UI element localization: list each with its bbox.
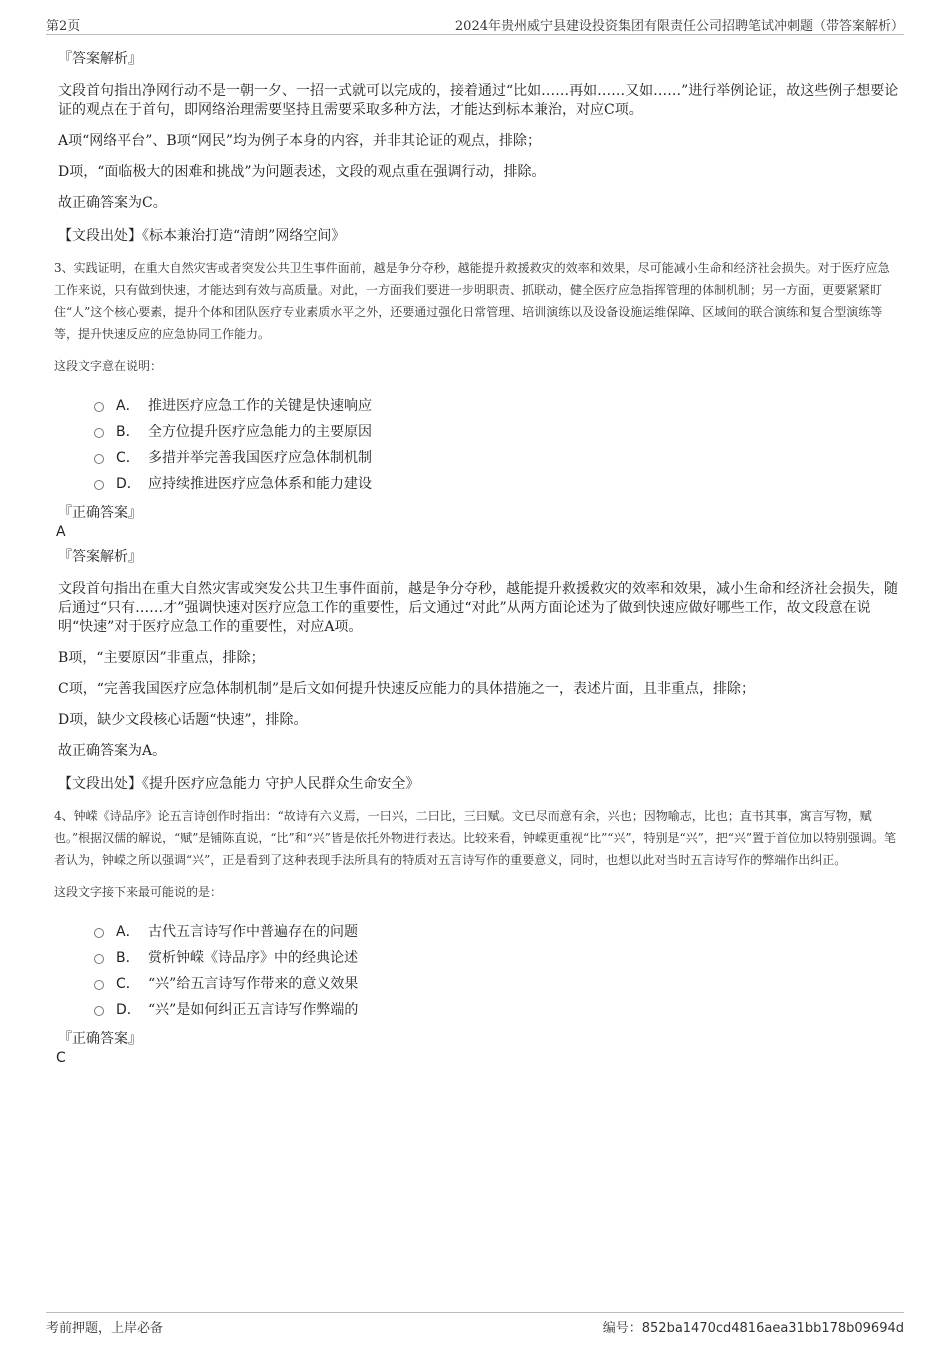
analysis-paragraph: B项，“主要原因”非重点，排除； — [58, 650, 265, 666]
option-letter: C． — [116, 976, 140, 992]
option-c[interactable] — [94, 444, 899, 470]
analysis-paragraph: D项，缺少文段核心话题“快速”，排除。 — [58, 712, 308, 728]
radio-button[interactable] — [94, 954, 104, 964]
passage-source: 【文段出处】《提升医疗应急能力 守护人民群众生命安全》 — [58, 776, 420, 792]
radio-button[interactable] — [94, 402, 104, 412]
option-text: 全方位提升医疗应急能力的主要原因 — [148, 424, 372, 440]
option-b[interactable] — [94, 944, 899, 970]
option-b[interactable] — [94, 418, 899, 444]
analysis-paragraph: C项，“完善我国医疗应急体制机制”是后文如何提升快速反应能力的具体措施之一，表述片面，且非重点，排除； — [58, 681, 756, 697]
option-c[interactable] — [94, 970, 899, 996]
correct-answer: A — [56, 524, 66, 540]
option-text: “兴”给五言诗写作带来的意义效果 — [148, 976, 359, 992]
document-id — [603, 1317, 904, 1336]
option-letter: A． — [116, 398, 140, 414]
question-4-options — [94, 918, 899, 1022]
option-text: “兴”是如何纠正五言诗写作弊端的 — [148, 1002, 359, 1018]
radio-button[interactable] — [94, 1006, 104, 1016]
option-a[interactable] — [94, 392, 899, 418]
correct-answer-label: 『正确答案』 — [58, 1031, 142, 1047]
radio-button[interactable] — [94, 480, 104, 490]
question-4-prompt: 这段文字接下来最可能说的是： — [54, 885, 223, 899]
analysis-paragraph: 文段首句指出净网行动不是一朝一夕、一招一式就可以完成的，接着通过“比如……再如……又如……”进行举例论证，故这些例子想要论证的观点在于首句，即网络治理需要坚持且需要采取多种方法，才能达到标本兼治，对应C项。 — [58, 83, 899, 118]
option-letter: B． — [116, 424, 140, 440]
document-id-code: 852ba1470cd4816aea31bb178b09694d — [641, 1321, 904, 1336]
option-letter: D． — [116, 476, 141, 492]
option-text: 古代五言诗写作中普遍存在的问题 — [148, 924, 358, 940]
page-footer — [46, 1312, 904, 1336]
question-3-options — [94, 392, 899, 496]
document-id-label: 编号： — [602, 1321, 642, 1336]
passage-source: 【文段出处】《标本兼治打造“清朗”网络空间》 — [58, 228, 346, 244]
radio-button[interactable] — [94, 454, 104, 464]
analysis-label: 『答案解析』 — [58, 51, 142, 67]
radio-button[interactable] — [94, 980, 104, 990]
option-text: 应持续推进医疗应急体系和能力建设 — [148, 476, 372, 492]
option-letter: B． — [116, 950, 140, 966]
footer-slogan: 考前押题，上岸必备 — [46, 1321, 164, 1336]
analysis-conclusion: 故正确答案为A。 — [58, 743, 167, 759]
option-letter: C． — [116, 450, 140, 466]
document-title: 2024年贵州威宁县建设投资集团有限责任公司招聘笔试冲刺题（带答案解析） — [454, 19, 904, 34]
page-header — [46, 14, 904, 35]
option-d[interactable] — [94, 470, 899, 496]
option-letter: A． — [116, 924, 140, 940]
option-text: 多措并举完善我国医疗应急体制机制 — [148, 450, 372, 466]
option-text: 赏析钟嵘《诗品序》中的经典论述 — [148, 950, 358, 966]
option-a[interactable] — [94, 918, 899, 944]
correct-answer: C — [56, 1050, 66, 1066]
page-number: 第2页 — [46, 19, 81, 34]
radio-button[interactable] — [94, 428, 104, 438]
analysis-paragraph: A项“网络平台”、B项“网民”均为例子本身的内容，并非其论证的观点，排除； — [58, 133, 542, 149]
question-4-text: 4、钟嵘《诗品序》论五言诗创作时指出：“故诗有六义焉，一曰兴，二曰比，三曰赋。文已尽而意有余，兴也；因物喻志，比也；直书其事，寓言写物，赋也。”根据汉儒的解说，“赋”是铺陈直说，“比”和“兴”皆是依托外物进行表达。比较来看，钟嵘更重视“比”“兴”，特别是“兴”，把“兴”置于首位加以特别强调。笔者认为，钟嵘之所以强调“兴”，正是看到了这种表现手法所具有的特质对五言诗写作的重要意义，同时，也想以此对当时五言诗写作的弊端作出纠正。 — [54, 809, 897, 867]
page-content — [54, 42, 899, 1072]
option-text: 推进医疗应急工作的关键是快速响应 — [148, 398, 372, 414]
analysis-paragraph: D项，“面临极大的困难和挑战”为问题表述，文段的观点重在强调行动，排除。 — [58, 164, 546, 180]
analysis-paragraph: 文段首句指出在重大自然灾害或突发公共卫生事件面前，越是争分夺秒，越能提升救援救灾的效率和效果，减小生命和经济社会损失，随后通过“只有……才”强调快速对医疗应急工作的重要性，后文通过“对此”从两方面论述为了做到快速应做好哪些工作，故文段意在说明“快速”对于医疗应急工作的重要性，对应A项。 — [58, 581, 898, 635]
analysis-label: 『答案解析』 — [58, 549, 142, 565]
option-d[interactable] — [94, 996, 899, 1022]
question-3-text: 3、实践证明，在重大自然灾害或者突发公共卫生事件面前，越是争分夺秒，越能提升救援救灾的效率和效果，尽可能减小生命和经济社会损失。对于医疗应急工作来说，只有做到快速，才能达到有效与高质量。对此，一方面我们要进一步明职责、抓联动，健全医疗应急指挥管理的体制机制；另一方面，更要紧紧盯住“人”这个核心要素，提升个体和团队医疗专业素质水平之外，还要通过强化日常管理、培训演练以及设备设施运维保障、区域间的联合演练和复合型演练等等，提升快速反应的应急协同工作能力。 — [54, 261, 890, 341]
radio-button[interactable] — [94, 928, 104, 938]
option-letter: D． — [116, 1002, 141, 1018]
question-3-prompt: 这段文字意在说明： — [54, 359, 163, 373]
correct-answer-label: 『正确答案』 — [58, 505, 142, 521]
analysis-conclusion: 故正确答案为C。 — [58, 195, 167, 211]
